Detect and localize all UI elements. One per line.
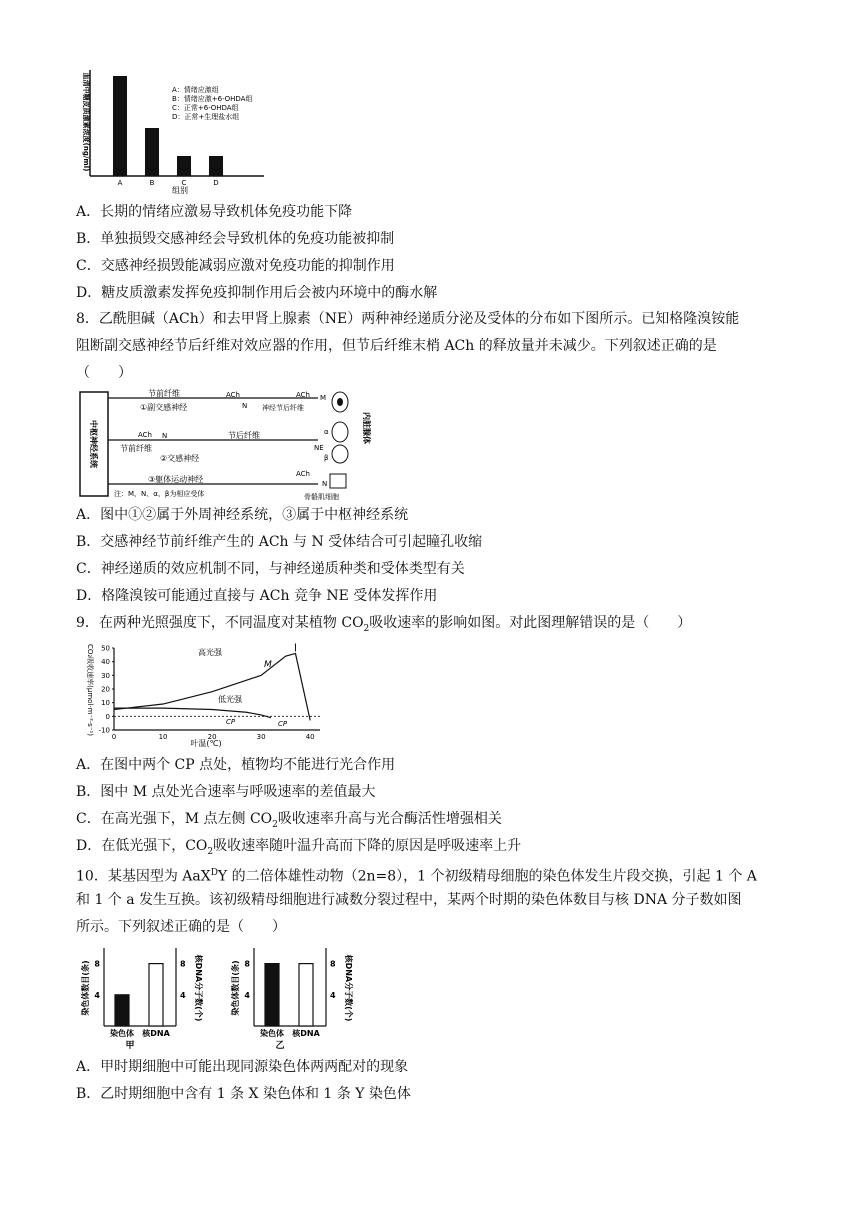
q10-left-tick: 8 (244, 959, 250, 969)
q7-tick-D: D (213, 179, 219, 187)
q9-xtick: 40 (305, 733, 315, 741)
q9-option-c-sub: 2 (272, 819, 278, 830)
q9-ytick: 40 (101, 658, 110, 667)
q9-option-c-post: 吸收速率升高与光合酶活性增强相关 (277, 811, 502, 827)
q7-legend-b: B：情绪应激+6-OHDA组 (172, 95, 253, 103)
q9-high-light: 高光强 (198, 648, 222, 657)
q8-option-d: D．格隆溴铵可能通过直接与 ACh 竞争 NE 受体发挥作用 (76, 588, 438, 604)
q9-xtick: 0 (111, 733, 117, 741)
q10-stem-1 (76, 863, 757, 887)
q10-panel-title: 乙 (275, 1041, 285, 1050)
q8-preganglionic-2: 节前纤维 (120, 444, 152, 453)
q8-ach-4: ACh (296, 470, 310, 478)
q10-category: 染色体 (110, 1029, 134, 1038)
q10-bar-charts (78, 940, 378, 1050)
q7-bar-A (113, 76, 127, 176)
q8-ach-1: ACh (226, 391, 240, 399)
q9-low-light: 低光强 (218, 695, 242, 704)
q9-ylabel: CO₂吸收速率(μmol·m⁻²·s⁻¹) (86, 643, 94, 737)
q8-n-1: N (242, 402, 248, 410)
q8-stem-2: 阻断副交感神经节后纤维对效应器的作用，但节后纤维末梢 ACh 的释放量并未减少。下列叙述正确的是 (76, 338, 717, 354)
q8-ach-2: ACh (296, 391, 310, 399)
q8-option-c: C．神经递质的效应机制不同，与神经递质种类和受体类型有关 (76, 561, 465, 577)
q8-ne: NE (314, 444, 324, 452)
q7-tick-A: A (117, 179, 123, 187)
q10-left-ylabel: 染色体数目(条) (231, 960, 240, 1016)
q7-legend-d: D：正常+生理盐水组 (172, 113, 240, 121)
q7-bar-B (145, 128, 159, 176)
q7-ylabel: 血清中糖皮质激素浓度(ng/ml) (82, 72, 90, 172)
q9-ytick: 50 (101, 644, 110, 653)
q10-left-tick: 8 (94, 959, 100, 969)
q9-m: M (264, 660, 272, 670)
q7-tick-B: B (149, 179, 155, 187)
q9-line-chart (80, 642, 330, 750)
q10-bar-yi-1 (299, 964, 313, 1026)
q10-left-tick: 4 (94, 990, 100, 1000)
q10-option-b: B．乙时期细胞中含有 1 条 X 染色体和 1 条 Y 染色体 (76, 1086, 411, 1102)
q9-option-d-post: 吸收速率随叶温升高而下降的原因是呼吸速率上升 (213, 838, 522, 854)
q8-alpha: α (324, 428, 329, 436)
q10-right-tick: 8 (330, 959, 336, 969)
q8-option-b: B．交感神经节前纤维产生的 ACh 与 N 受体结合可引起瞳孔收缩 (76, 534, 483, 550)
q9-option-d (76, 836, 521, 862)
q9-stem-sub: 2 (363, 623, 370, 634)
q10-category: 核DNA (292, 1029, 320, 1038)
q9-cp-1: CP (226, 718, 236, 726)
q9-ytick: 30 (101, 671, 110, 680)
q9-option-b: B．图中 M 点处光合速率与呼吸速率的差值最大 (76, 784, 376, 800)
q9-option-c (76, 809, 502, 835)
q7-bar-chart (76, 64, 276, 196)
q9-stem-pre: 9．在两种光照强度下，不同温度对某植物 CO (76, 615, 364, 631)
q9-series-high (114, 653, 310, 720)
q8-somatic: ③躯体运动神经 (148, 475, 204, 484)
q8-n-3: N (322, 480, 328, 488)
q9-option-d-sub: 2 (207, 846, 214, 857)
q7-bar-D (209, 156, 223, 176)
q9-xtick: 20 (207, 733, 217, 741)
q9-stem (76, 613, 691, 639)
q8-stem-3: （ ） (76, 365, 132, 381)
q10-stem-1-pre: 10．某基因型为 AaX (76, 868, 211, 885)
q7-xlabel: 组别 (172, 186, 188, 195)
q9-ytick: 0 (105, 712, 110, 721)
q10-bar-yi-0 (265, 964, 279, 1026)
q8-n-2: N (162, 432, 168, 440)
q8-sympathetic: ②交感神经 (160, 454, 200, 463)
q10-category: 核DNA (142, 1029, 170, 1038)
q9-option-a: A．在图中两个 CP 点处，植物均不能进行光合作用 (76, 757, 396, 773)
q10-stem-2: 和 1 个 a 发生互换。该初级精母细胞进行减数分裂过程中，某两个时期的染色体数目与核 DNA 分子数如图 (76, 892, 742, 908)
q8-parasympathetic: ①副交感神经 (140, 403, 188, 412)
q10-right-ylabel: 核DNA分子数(个) (344, 954, 353, 1022)
q7-legend-a: A：情绪应激组 (172, 86, 219, 94)
q7-option-c: C．交感神经损毁能减弱应激对免疫功能的抑制作用 (76, 258, 395, 274)
q8-preganglionic-1: 节前纤维 (148, 389, 180, 398)
q10-right-tick: 8 (180, 959, 186, 969)
q8-organs: 内脏腺体 (362, 412, 371, 444)
q7-option-b: B．单独损毁交感神经会导致机体的免疫功能被抑制 (76, 231, 395, 247)
q10-panel-title: 甲 (125, 1041, 135, 1050)
q10-stem-1-sup: D (210, 868, 218, 878)
q10-right-tick: 4 (180, 990, 186, 1000)
q10-right-ylabel: 核DNA分子数(个) (194, 954, 203, 1022)
q9-xlabel: 叶温(℃) (190, 739, 222, 748)
q7-option-d: D．糖皮质激素发挥免疫抑制作用后会被内环境中的酶水解 (76, 285, 438, 301)
q10-category: 染色体 (260, 1029, 284, 1038)
q9-ytick: -10 (98, 726, 110, 735)
q9-xtick: 30 (256, 733, 266, 741)
q8-note: 注：M、N、α、β为相应受体 (114, 490, 205, 498)
q8-muscle: 骨骼肌细胞 (304, 493, 339, 500)
q8-postganglionic-1: 神经节后纤维 (262, 404, 304, 412)
q10-option-a: A．甲时期细胞中可能出现同源染色体两两配对的现象 (76, 1059, 409, 1075)
q9-ytick: 10 (101, 699, 110, 708)
q8-muscle-cell (330, 474, 346, 488)
q8-ach-3: ACh (138, 431, 152, 439)
q8-m: M (320, 394, 327, 402)
q9-ytick: 20 (101, 685, 110, 694)
q8-beta: β (324, 454, 329, 462)
q10-stem-3: 所示。下列叙述正确的是（ ） (76, 919, 286, 935)
q9-option-c-pre: C．在高光强下，M 点左侧 CO (76, 811, 273, 827)
q10-bar-jia-1 (149, 964, 163, 1026)
q7-bar-C (177, 156, 191, 176)
q8-option-a: A．图中①②属于外周神经系统，③属于中枢神经系统 (76, 507, 409, 523)
q9-stem-post: 吸收速率的影响如图。对此图理解错误的是（ ） (369, 615, 692, 631)
q10-left-tick: 4 (244, 990, 250, 1000)
q7-option-a: A．长期的情绪应激易导致机体免疫功能下降 (76, 204, 353, 220)
q8-stem-1: 8．乙酰胆碱（ACh）和去甲肾上腺素（NE）两种神经递质分泌及受体的分布如下图所示。已知格隆溴铵能 (76, 311, 740, 327)
q10-stem-1-post: Y 的二倍体雄性动物（2n=8），1 个初级精母细胞的染色体发生片段交换，引起 1 个 A (217, 868, 757, 885)
q8-postganglionic-2: 节后纤维 (228, 431, 260, 440)
q9-cp-2: CP (278, 720, 288, 728)
cns-label: 中枢神经系统 (89, 420, 98, 468)
q8-nerve-diagram (78, 388, 380, 500)
q9-option-d-pre: D．在低光强下，CO (76, 838, 208, 854)
q7-tick-C: C (181, 179, 187, 187)
q10-right-tick: 4 (330, 990, 336, 1000)
q9-xtick: 10 (158, 733, 168, 741)
q10-left-ylabel: 染色体数目(条) (81, 960, 90, 1016)
q7-legend-c: C：正常+6-OHDA组 (172, 104, 239, 112)
q10-bar-jia-0 (115, 995, 129, 1026)
